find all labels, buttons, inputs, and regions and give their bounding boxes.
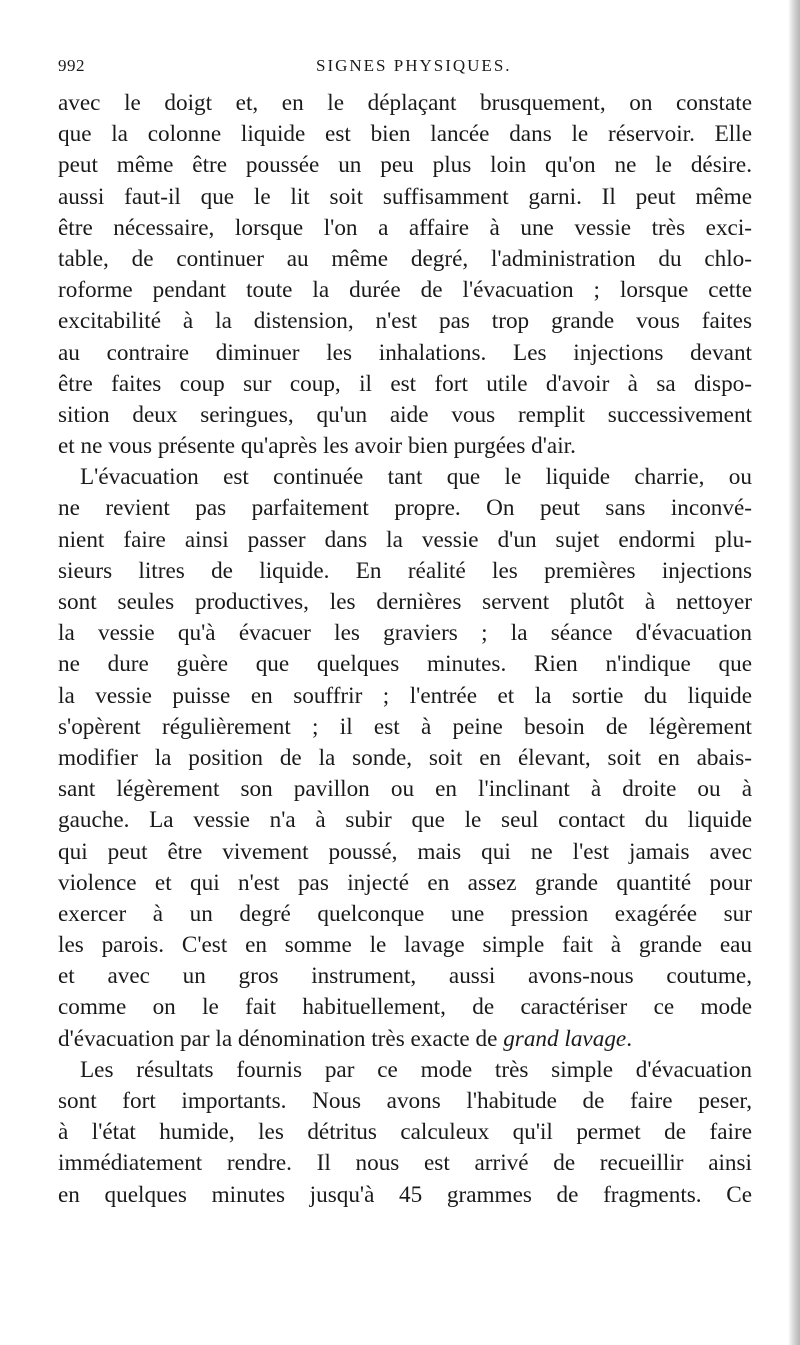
page-edge-shadow: [788, 0, 800, 1345]
text-line: les parois. C'est en somme le lavage simple fait à grande eau: [58, 932, 752, 959]
paragraph-start-line: Les résultats fournis par ce mode très simple d'évacuation: [80, 1056, 752, 1083]
text-line: aussi faut-il que le lit soit suffisamment garni. Il peut même: [58, 183, 752, 210]
text-line: avec le doigt et, en le déplaçant brusquement, on constate: [58, 90, 752, 116]
text-line: modifier la position de la sonde, soit en élevant, soit en abais-: [58, 744, 752, 771]
text-line: à l'état humide, les détritus calculeux qu'il permet de faire: [58, 1119, 752, 1146]
text-line: la vessie puisse en souffrir ; l'entrée et la sortie du liquide: [58, 682, 752, 709]
text-line: gauche. La vessie n'a à subir que le seul contact du liquide: [58, 807, 752, 834]
italic-term: grand lavage: [503, 1025, 627, 1052]
text-line: qui peut être vivement poussé, mais qui ne l'est jamais avec: [58, 838, 752, 865]
text-line: comme on le fait habituellement, de caractériser ce mode: [58, 994, 752, 1021]
body-text: [58, 88, 752, 1211]
running-head: SIGNES PHYSIQUES.: [316, 56, 512, 75]
text-line: peut même être poussée un peu plus loin qu'on ne le désire.: [58, 152, 752, 179]
text-line: au contraire diminuer les inhalations. Les injections devant: [58, 339, 752, 366]
text-line: nient faire ainsi passer dans la vessie d'un sujet endormi plu-: [58, 526, 752, 553]
text-segment: d'évacuation par la dénomination très exacte de: [58, 1025, 504, 1052]
text-line: être nécessaire, lorsque l'on a affaire à une vessie très exci-: [58, 214, 752, 241]
text-line: sont fort importants. Nous avons l'habitude de faire peser,: [58, 1088, 752, 1114]
text-line: roforme pendant toute la durée de l'évacuation ; lorsque cette: [58, 277, 752, 304]
text-line: ne revient pas parfaitement propre. On peut sans inconvé-: [58, 495, 752, 522]
text-line: sition deux seringues, qu'un aide vous remplit successivement: [58, 401, 752, 428]
paragraph-end-line: [58, 1024, 752, 1055]
paragraph-end-line: et ne vous présente qu'après les avoir bien purgées d'air.: [58, 433, 576, 460]
text-line: immédiatement rendre. Il nous est arrivé de recueillir ainsi: [58, 1150, 752, 1177]
text-line: excitabilité à la distension, n'est pas trop grande vous faites: [58, 308, 752, 335]
text-line: sant légèrement son pavillon ou en l'inclinant à droite ou à: [58, 776, 752, 803]
text-line: ne dure guère que quelques minutes. Rien n'indique que: [58, 651, 752, 678]
text-line: et avec un gros instrument, aussi avons-nous coutume,: [58, 963, 752, 990]
text-line: sieurs litres de liquide. En réalité les premières injections: [58, 557, 752, 584]
text-line: violence et qui n'est pas injecté en assez grande quantité pour: [58, 869, 752, 896]
paragraph-start-line: L'évacuation est continuée tant que le liquide charrie, ou: [80, 464, 752, 491]
text-line: la vessie qu'à évacuer les graviers ; la séance d'évacuation: [58, 620, 752, 647]
text-line: exercer à un degré quelconque une pression exagérée sur: [58, 900, 752, 927]
page-number: 992: [58, 56, 85, 75]
text-line: s'opèrent régulièrement ; il est à peine besoin de légèrement: [58, 713, 752, 740]
text-line: table, de continuer au même degré, l'administration du chlo-: [58, 245, 752, 272]
page-header: [58, 56, 752, 82]
text-line: en quelques minutes jusqu'à 45 grammes de fragments. Ce: [58, 1181, 752, 1208]
text-line: être faites coup sur coup, il est fort utile d'avoir à sa dispo-: [58, 370, 752, 397]
text-segment: .: [626, 1025, 633, 1052]
text-line: sont seules productives, les dernières servent plutôt à nettoyer: [58, 589, 752, 615]
text-line: que la colonne liquide est bien lancée dans le réservoir. Elle: [58, 121, 752, 148]
